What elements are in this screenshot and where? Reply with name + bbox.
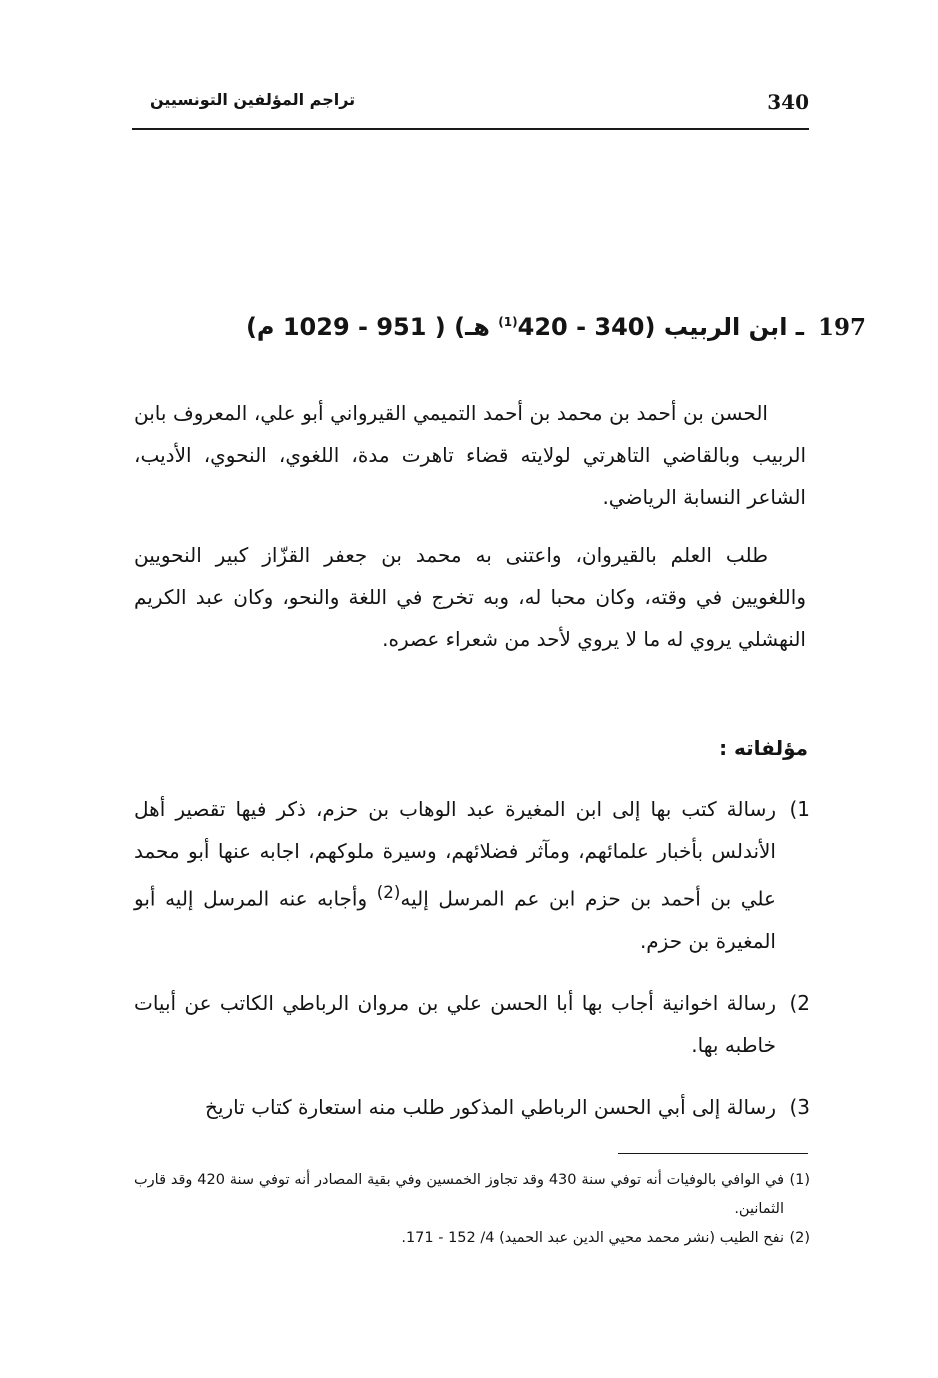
work-number: (1 (789, 797, 810, 821)
entry-heading (245, 313, 866, 341)
work-item (134, 982, 810, 1066)
footnote-2 (134, 1224, 810, 1253)
footnotes (134, 1166, 810, 1253)
work-number: (3 (789, 1094, 810, 1119)
running-header (132, 84, 809, 130)
entry-number: 197 (817, 314, 866, 341)
work-text: رسالة اخوانية أجاب بها أبا الحسن علي بن مروان الرباطي الكاتب عن أبيات خاطبه بها. (134, 990, 776, 1057)
running-title: تراجم المؤلفين التونسيين (150, 90, 356, 109)
footnote-text: نفح الطيب (نشر محمد محيي الدين عبد الحميد) 4/ 152 - 171. (401, 1230, 784, 1246)
biography-paragraph-2 (134, 534, 806, 660)
footnote-number: (1) (789, 1172, 810, 1188)
works-list (134, 788, 810, 1148)
entry-name-main: ـ ابن الربيب (340 - 420 (517, 313, 804, 341)
footnote-divider (618, 1153, 808, 1154)
footnote-text: في الوافي بالوفيات أنه توفي سنة 430 وقد تجاوز الخمسين وفي بقية المصادر أنه توفي سنة 420 وقد قارب الثمانين. (134, 1172, 784, 1217)
work-text: رسالة كتب بها إلى ابن المغيرة عبد الوهاب بن حزم، ذكر فيها تقصير أهل الأندلس بأخبار علمائهم، ومآثر فضلائهم، وسيرة ملوكهم، اجابه عنها أبو محمد علي بن أحمد بن حزم ابن عم المرسل إليه (134, 797, 776, 911)
footnote-number: (2) (789, 1230, 810, 1246)
work-item (134, 1086, 810, 1128)
work-number: (2 (789, 990, 810, 1015)
paragraph-text: طلب العلم بالقيروان، واعتنى به محمد بن جعفر القزّاز كبير النحويين واللغويين في وقته، وكان محبا له، وبه تخرج في اللغة والنحو، وكان عبد الكريم النهشلي يروي له ما لا يروي لأحد من شعراء عصره. (134, 543, 806, 651)
page-number: 340 (767, 90, 809, 114)
work-item (134, 788, 810, 962)
footnote-marker[interactable]: (1) (498, 315, 518, 329)
footnote-1 (134, 1166, 810, 1224)
entry-name (246, 313, 804, 341)
work-text-continued: وأجابه عنه المرسل إليه أبو المغيرة بن حزم. (134, 886, 776, 953)
work-text: رسالة إلى أبي الحسن الرباطي المذكور طلب منه استعارة كتاب تاريخ (205, 1094, 776, 1119)
paragraph-text: الحسن بن أحمد بن محمد بن أحمد التميمي القيرواني أبو علي، المعروف بابن الربيب وبالقاضي التاهرتي لولايته قضاء تاهرت مدة، اللغوي، النحوي، الأديب، الشاعر النسابة الرياضي. (134, 401, 806, 509)
footnote-marker[interactable]: (2) (376, 883, 401, 902)
entry-name-dates: هـ) ( 951 - 1029 م) (245, 313, 499, 341)
works-heading: مؤلفاته : (719, 736, 808, 760)
biography-paragraph-1 (134, 392, 806, 518)
